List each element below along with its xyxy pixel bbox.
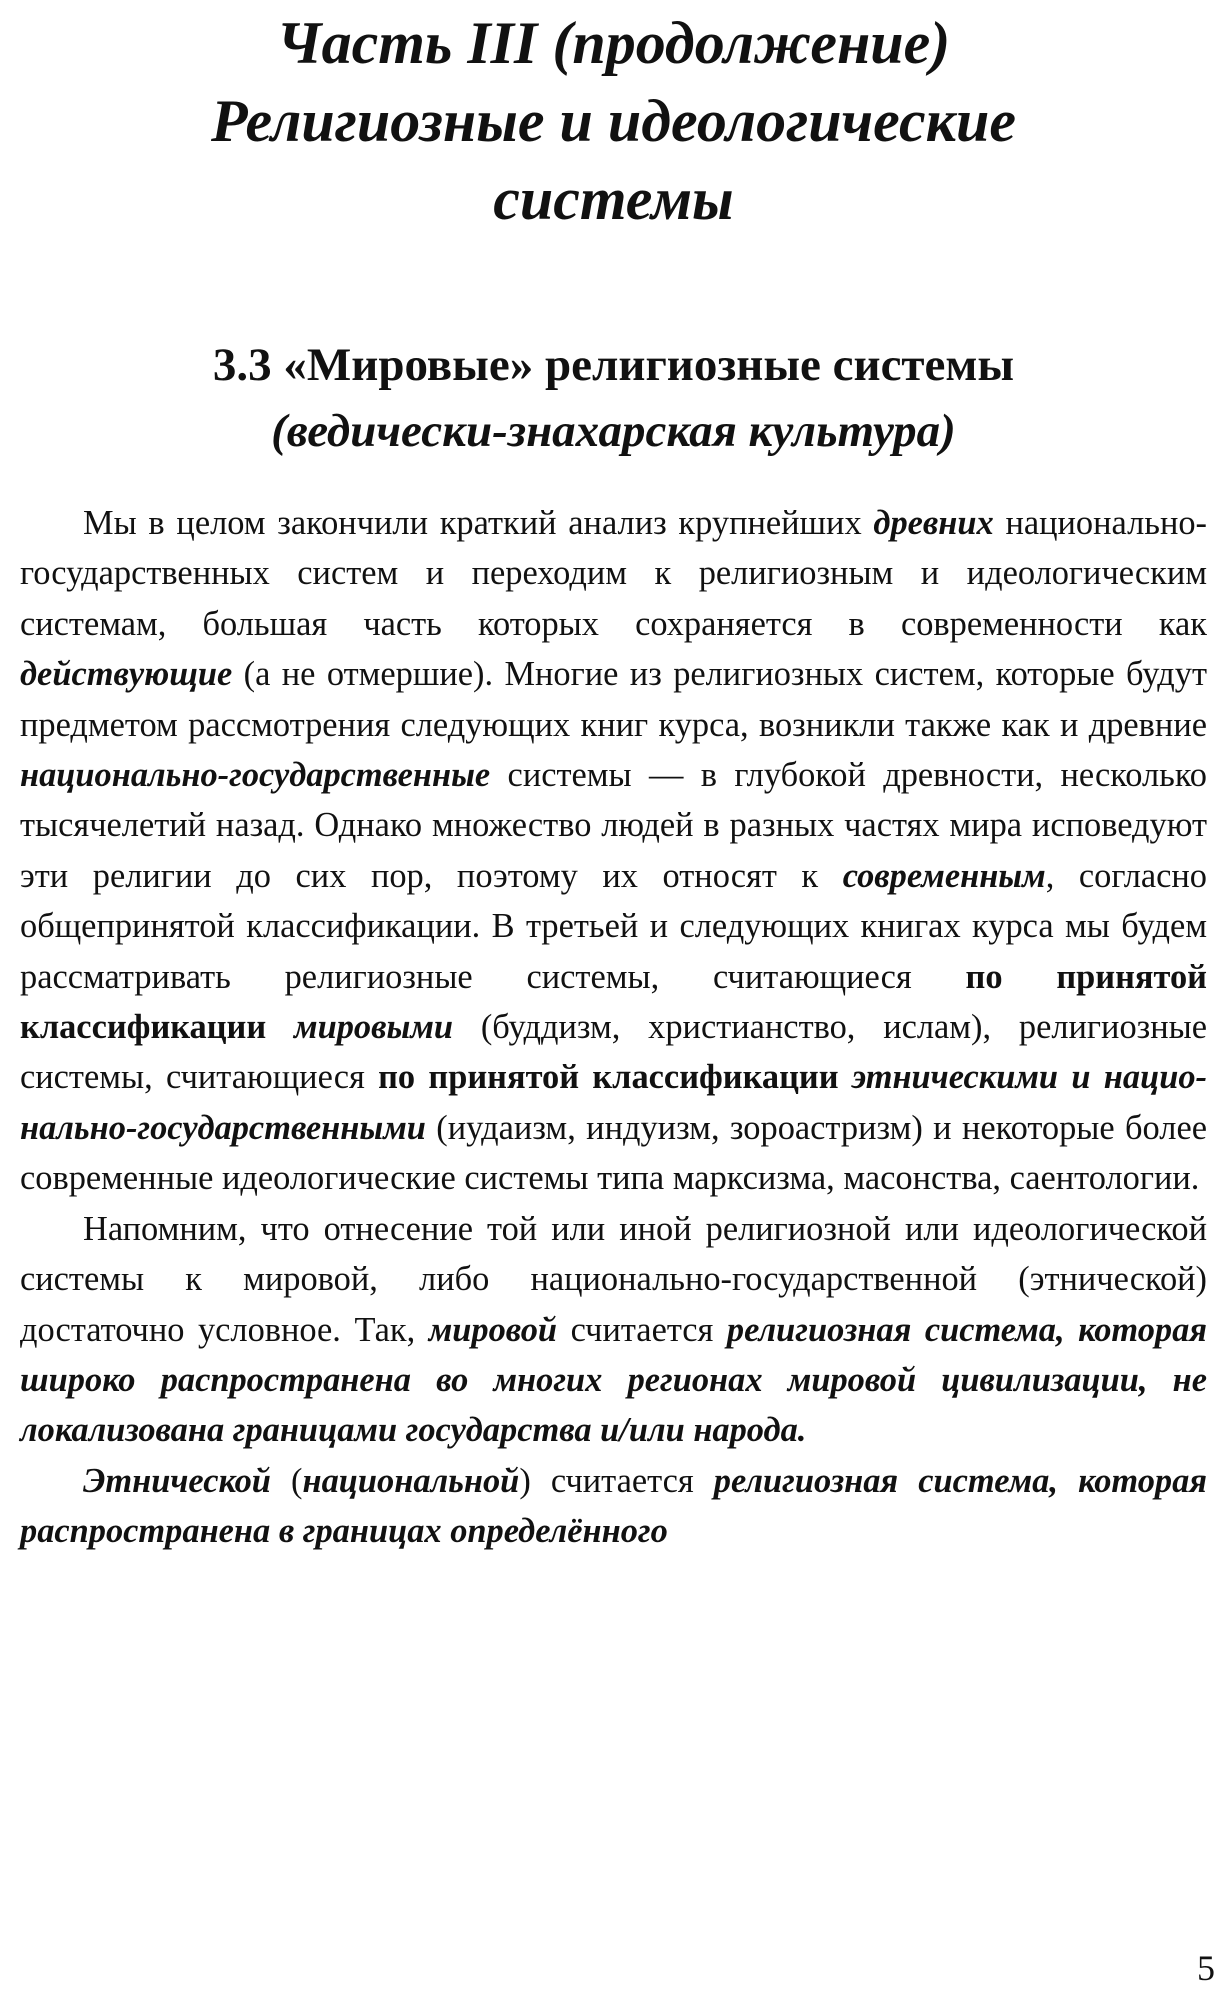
emphasis: религиозная система, которая широко распространена во многих регионах мировой цивилизации, не локализована границами государства и/или народа. <box>20 1310 1208 1450</box>
text-run <box>266 1008 294 1046</box>
bold-phrase: по принятой классификации <box>378 1058 839 1097</box>
page-number: 5 <box>1197 1948 1215 1988</box>
emphasis: национально-государственные <box>20 756 491 795</box>
emphasis: древних <box>873 504 994 542</box>
emphasis: мировой <box>428 1310 558 1349</box>
emphasis: национальной <box>302 1461 520 1500</box>
emphasis: мировыми <box>294 1008 454 1047</box>
text-run: ) считается <box>519 1461 714 1500</box>
section-title-main: 3.3 «Мировые» религиозные системы <box>212 339 1015 391</box>
part-title <box>20 0 1207 238</box>
paragraph <box>20 1204 1207 1456</box>
emphasis: религиозная система, которая распространена в границах определённого <box>20 1461 1207 1551</box>
part-title-line: Часть III (продолжение) <box>276 10 951 76</box>
paragraph <box>20 1456 1207 1557</box>
text-run: национально-государственных систем и переходим к религиозным и идеологическим системам, большая часть которых сохраняется в современности как <box>20 504 1207 643</box>
page <box>20 0 1207 1557</box>
emphasis: Этнической <box>83 1461 271 1500</box>
text-run: ( <box>270 1461 303 1500</box>
text-run: (иудаизм, индуизм, зороастризм) и некоторые более современные идеологические системы типа марксизма, масонства, саентологии. <box>20 1108 1207 1198</box>
text-run: Напомним, что отнесение той или иной религиозной или идеологической системы к мировой, либо национально-государственной (этнической) достаточно условное. Так, <box>20 1209 1207 1349</box>
emphasis: действующие <box>20 655 233 694</box>
part-title-line: Религиозные и идеологические <box>210 88 1017 154</box>
paragraph <box>20 498 1207 1204</box>
text-run: , согласно общепринятой классификации. В третьей и следующих книгах курса мы будем рассматривать религиозные системы, считающиеся <box>20 856 1207 996</box>
text-run: Мы в целом закончили краткий анализ крупнейших <box>83 504 874 542</box>
text-run: считается <box>557 1310 727 1349</box>
text-run: (буддизм, христианство, ислам), религиозные системы, считающиеся <box>20 1008 1207 1097</box>
part-title-line: системы <box>493 166 734 232</box>
section-title-subtitle: (ведически-знахарская культура) <box>271 405 956 457</box>
text-run <box>839 1058 852 1096</box>
section-title <box>20 332 1207 464</box>
emphasis: современным <box>842 856 1046 895</box>
text-run: (а не отмершие). Многие из религиозных систем, которые будут предметом рассмотрения следующих книг курса, возникли также как и древние <box>20 655 1207 744</box>
emphasis: этническими и национально-государственными <box>20 1058 1207 1147</box>
bold-phrase: по принятой классификации <box>20 957 1207 1047</box>
body-text <box>20 498 1207 1557</box>
text-run: системы — в глубокой древности, несколько тысячелетий назад. Однако множество людей в разных частях мира исповедуют эти религии до сих пор, поэтому их относят к <box>20 756 1207 895</box>
